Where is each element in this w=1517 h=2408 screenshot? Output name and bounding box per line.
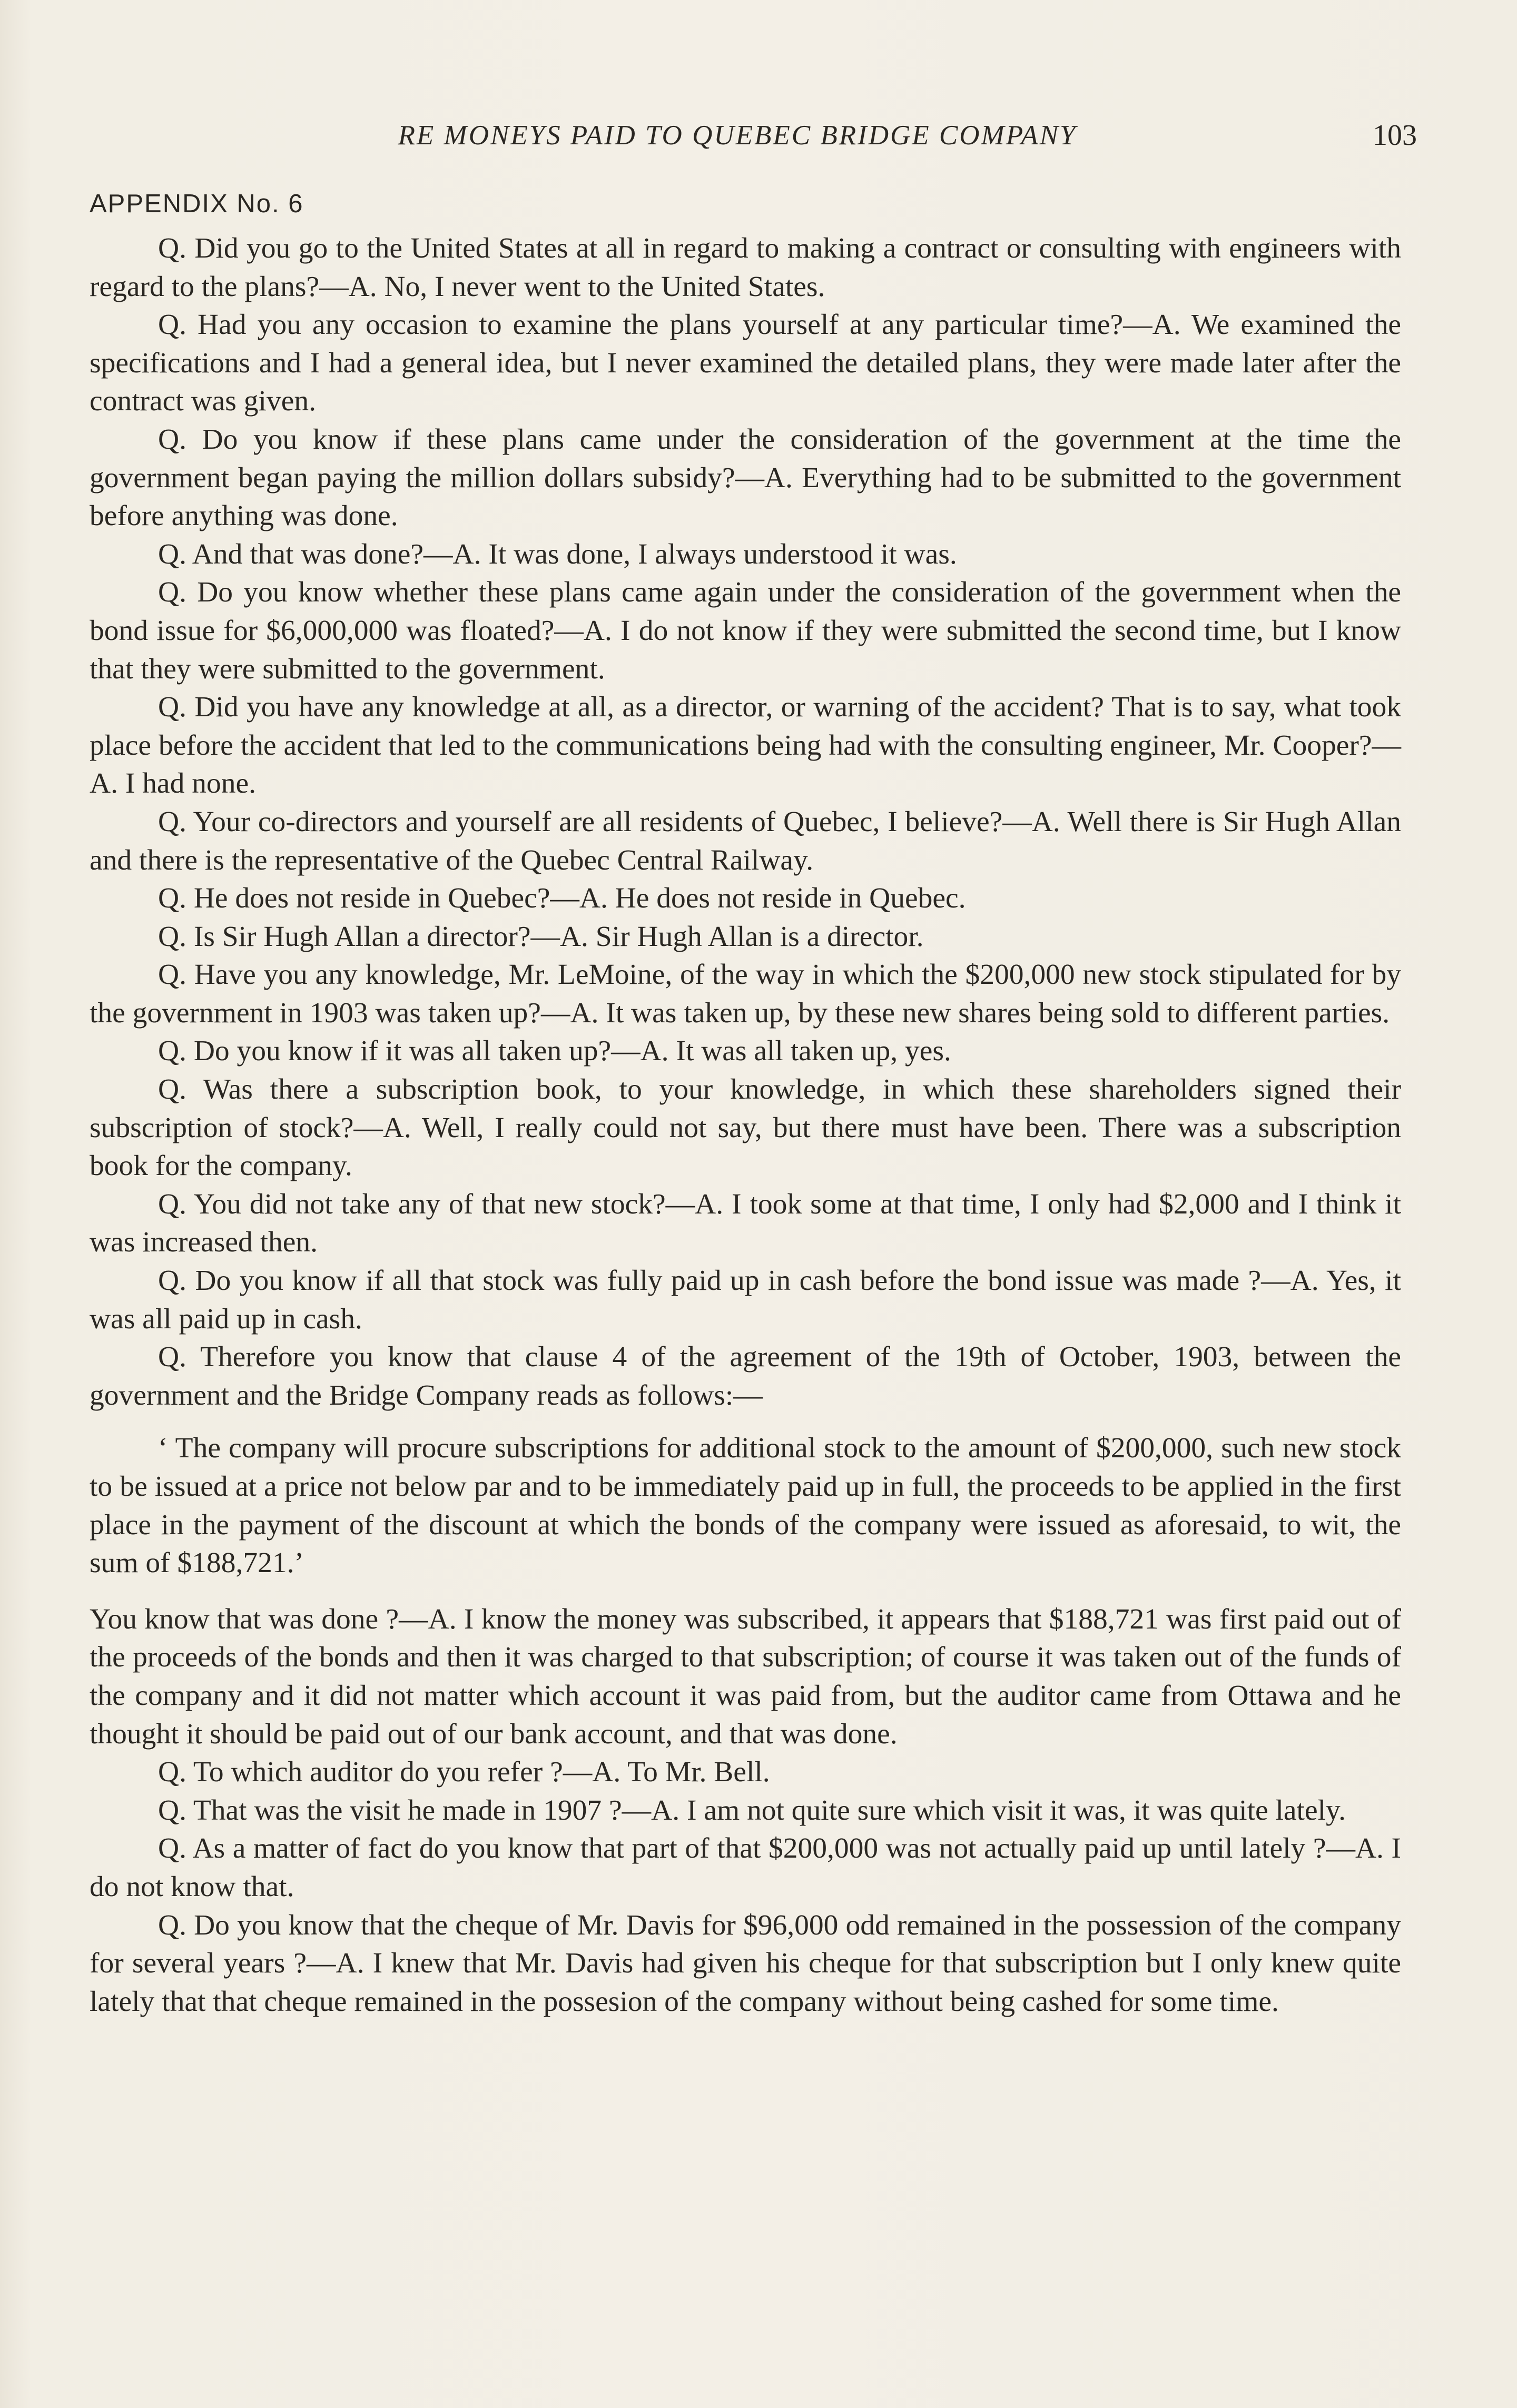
paragraph: Q. You did not take any of that new stock?—A. I took some at that time, I only had $2,000 and I think it was increased then. [90,1188,1401,1259]
paragraph: Q. Do you know if it was all taken up?—A. It was all taken up, yes. [158,1035,951,1068]
paragraph: Q. Had you any occasion to examine the plans yourself at any particular time?—A. We examined the specifications and I had a general idea, but I never examined the detailed plans, they were made later after the contract was given. [90,309,1401,418]
quoted-clause: ‘ The company will procure subscriptions for additional stock to the amount of $200,000, such new stock to be issued at a price not below par and to be immediately paid up in full, the proceeds to be applied in the first place in the payment of the discount at which the bonds of the company were issued as aforesaid, to wit, the sum of $188,721.’ [90,1432,1401,1580]
paragraph: Q. To which auditor do you refer ?—A. To Mr. Bell. [158,1756,770,1789]
paragraph: Q. Your co-directors and yourself are all residents of Quebec, I believe?—A. Well there is Sir Hugh Allan and there is the representative of the Quebec Central Railway. [90,805,1401,876]
body-text [90,230,1401,2021]
paragraph: Q. Do you know that the cheque of Mr. Davis for $96,000 odd remained in the possession of the company for several years ?—A. I knew that Mr. Davis had given his cheque for that subscription but I only knew quite lately that that cheque remained in the possesion of the company without being cashed for some time. [90,1909,1401,2018]
paragraph: Q. Was there a subscription book, to your knowledge, in which these shareholders signed their subscription of stock?—A. Well, I really could not say, but there must have been. There was a subscription book for the company. [90,1073,1401,1182]
paragraph: Q. He does not reside in Quebec?—A. He does not reside in Quebec. [158,882,966,915]
running-title: RE MONEYS PAID TO QUEBEC BRIDGE COMPANY [398,120,1077,151]
paragraph: Q. As a matter of fact do you know that part of that $200,000 was not actually paid up until lately ?—A. I do not know that. [90,1832,1401,1903]
paragraph: Q. Do you know whether these plans came again under the consideration of the government when the bond issue for $6,000,000 was floated?—A. I do not know if they were submitted the second time, but I know that they were submitted to the government. [90,576,1401,685]
page-number: 103 [1373,119,1417,152]
paragraph: Q. That was the visit he made in 1907 ?—A. I am not quite sure which visit it was, it was quite lately. [158,1794,1346,1827]
paragraph: Q. Do you know if all that stock was fully paid up in cash before the bond issue was made ?—A. Yes, it was all paid up in cash. [90,1265,1401,1335]
paragraph: Q. Did you have any knowledge at all, as a director, or warning of the accident? That is to say, what took place before the accident that led to the communications being had with the consulting engineer, Mr. Cooper?—A. I had none. [90,691,1401,800]
appendix-label: APPENDIX No. 6 [90,190,304,218]
paragraph: Q. Do you know if these plans came under the consideration of the government at the time the government began paying the million dollars subsidy?—A. Everything had to be submitted to the government before anything was done. [90,423,1401,532]
paragraph: Q. Is Sir Hugh Allan a director?—A. Sir Hugh Allan is a director. [158,920,924,953]
paragraph: Q. Did you go to the United States at all in regard to making a contract or consulting with engineers with regard to the plans?—A. No, I never went to the United States. [90,232,1401,303]
paragraph: Q. Therefore you know that clause 4 of the agreement of the 19th of October, 1903, between the government and the Bridge Company reads as follows:— [90,1341,1401,1412]
paragraph: Q. And that was done?—A. It was done, I always understood it was. [158,538,957,570]
paragraph: Q. Have you any knowledge, Mr. LeMoine, of the way in which the $200,000 new stock stipulated for by the government in 1903 was taken up?—A. It was taken up, by these new shares being sold to different parties. [90,959,1401,1029]
page-header [90,117,1417,154]
paragraph-continuation: You know that was done ?—A. I know the money was subscribed, it appears that $188,721 was first paid out of the proceeds of the bonds and then it was charged to that subscription; of course it was taken out of the funds of the company and it did not matter which account it was paid from, but the auditor came from Ottawa and he thought it should be paid out of our bank account, and that was done. [90,1603,1401,1750]
